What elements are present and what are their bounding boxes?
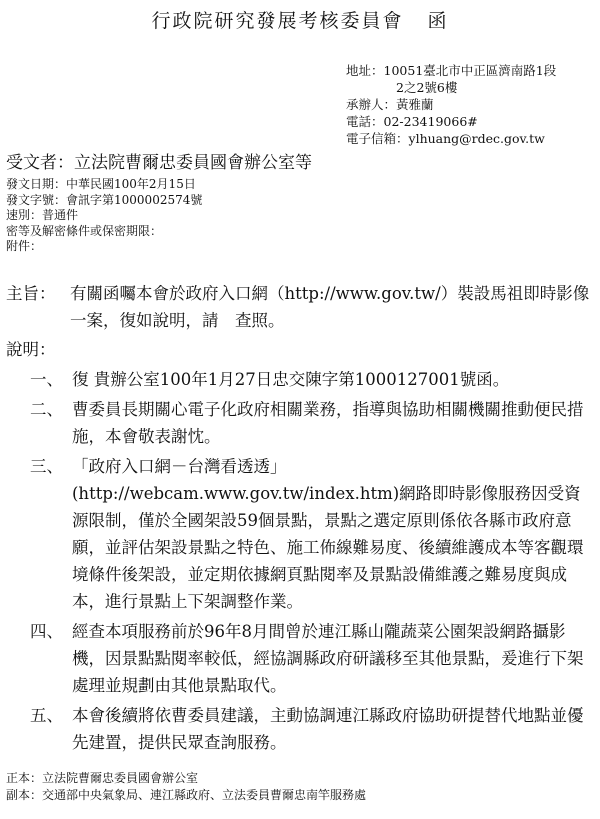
document-meta (6, 177, 202, 255)
attachment-label: 附件： (6, 239, 43, 253)
original-label: 正本： (6, 771, 43, 785)
address-line1: 10051臺北市中正區濟南路1段 (383, 63, 557, 78)
handler-row (346, 96, 556, 113)
explanation-label: 說明： (6, 340, 56, 359)
item-number: 五、 (30, 706, 63, 725)
handler-label: 承辦人： (346, 97, 397, 112)
explanation-list (0, 366, 600, 759)
item-number: 四、 (30, 622, 63, 641)
email-row (346, 130, 556, 147)
item-text: 曹委員長期關心電子化政府相關業務，指導與協助相關機關推動便民措施，本會敬表謝忱。 (72, 400, 584, 446)
item-text: 復 貴辦公室100年1月27日忠交陳字第1000127001號函。 (72, 370, 510, 389)
recipient-label: 受文者： (6, 153, 74, 173)
item-text: 經查本項服務前於96年8月間曾於連江縣山隴蔬菜公園架設網路攝影機，因景點點閱率較低，經協調縣政府研議移至其他景點，爰進行下架處理並規劃由其他景點取代。 (72, 622, 584, 695)
item-text: 「政府入口網－台灣看透透」(http://webcam.www.gov.tw/index.htm)網路即時影像服務因受資源限制，僅於全國架設59個景點，景點之選定原則係依各縣市政府意願，並評估架設景點之特色、施工佈線難易度、後續維護成本等客觀環境條件後架設，並定期依據網頁點閱率及景點設備維護之難易度與成本，進行景點上下架調整作業。 (72, 457, 584, 611)
issue-date-label: 發文日期： (6, 177, 67, 191)
issue-date-row (6, 177, 202, 193)
explanation-item (0, 618, 600, 699)
item-number: 一、 (30, 370, 63, 389)
phone-label: 電話： (346, 114, 384, 129)
email-value[interactable]: ylhuang@rdec.gov.tw (408, 131, 545, 146)
speed-row (6, 208, 202, 224)
distribution-block (6, 770, 366, 804)
subject-section (6, 280, 596, 334)
speed-label: 速別： (6, 208, 43, 222)
explanation-item (0, 702, 600, 756)
original-value: 立法院曹爾忠委員國會辦公室 (42, 771, 199, 785)
document-number-label: 發文字號： (6, 192, 67, 207)
document-number-row (6, 193, 202, 209)
item-text: 本會後續將依曹委員建議，主動協調連江縣政府協助研提替代地點並優先建置，提供民眾查詢服務。 (72, 706, 584, 752)
address-label: 地址： (346, 63, 384, 78)
letter-header (0, 6, 600, 33)
copy-recipient-row (6, 787, 366, 804)
secrecy-label: 密等及解密條件或保密期限： (6, 223, 163, 238)
explanation-item (0, 366, 600, 393)
address-line2: 2之2號6樓 (396, 80, 458, 95)
document-type: 函 (427, 10, 449, 32)
original-recipient-row (6, 770, 366, 787)
item-number: 二、 (30, 400, 63, 419)
attachment-row (6, 239, 202, 255)
explanation-item (0, 396, 600, 450)
subject-text: 有關函囑本會於政府入口網（http://www.gov.tw/）裝設馬祖即時影像一案，復如說明，請 查照。 (70, 284, 590, 330)
explanation-item (0, 453, 600, 615)
email-label: 電子信箱： (346, 131, 409, 146)
address-row-2 (346, 79, 556, 96)
agency-name: 行政院研究發展考核委員會 (151, 10, 404, 32)
copy-label: 副本： (6, 788, 43, 802)
speed-value: 普通件 (42, 208, 79, 222)
item-number: 三、 (30, 457, 63, 476)
contact-block (346, 62, 556, 147)
document-number: 會訊字第1000002574號 (66, 192, 203, 207)
secrecy-row (6, 224, 202, 240)
recipient-value: 立法院曹爾忠委員國會辦公室等 (74, 153, 312, 173)
subject-label: 主旨： (6, 284, 56, 303)
recipient-line (6, 148, 312, 173)
phone-row (346, 113, 556, 130)
copy-value: 交通部中央氣象局、連江縣政府、立法委員曹爾忠南竿服務處 (42, 788, 367, 802)
handler-name: 黃雅蘭 (396, 97, 434, 112)
address-row (346, 62, 556, 79)
phone-value: 02-23419066# (383, 114, 478, 129)
issue-date: 中華民國100年2月15日 (66, 177, 196, 191)
